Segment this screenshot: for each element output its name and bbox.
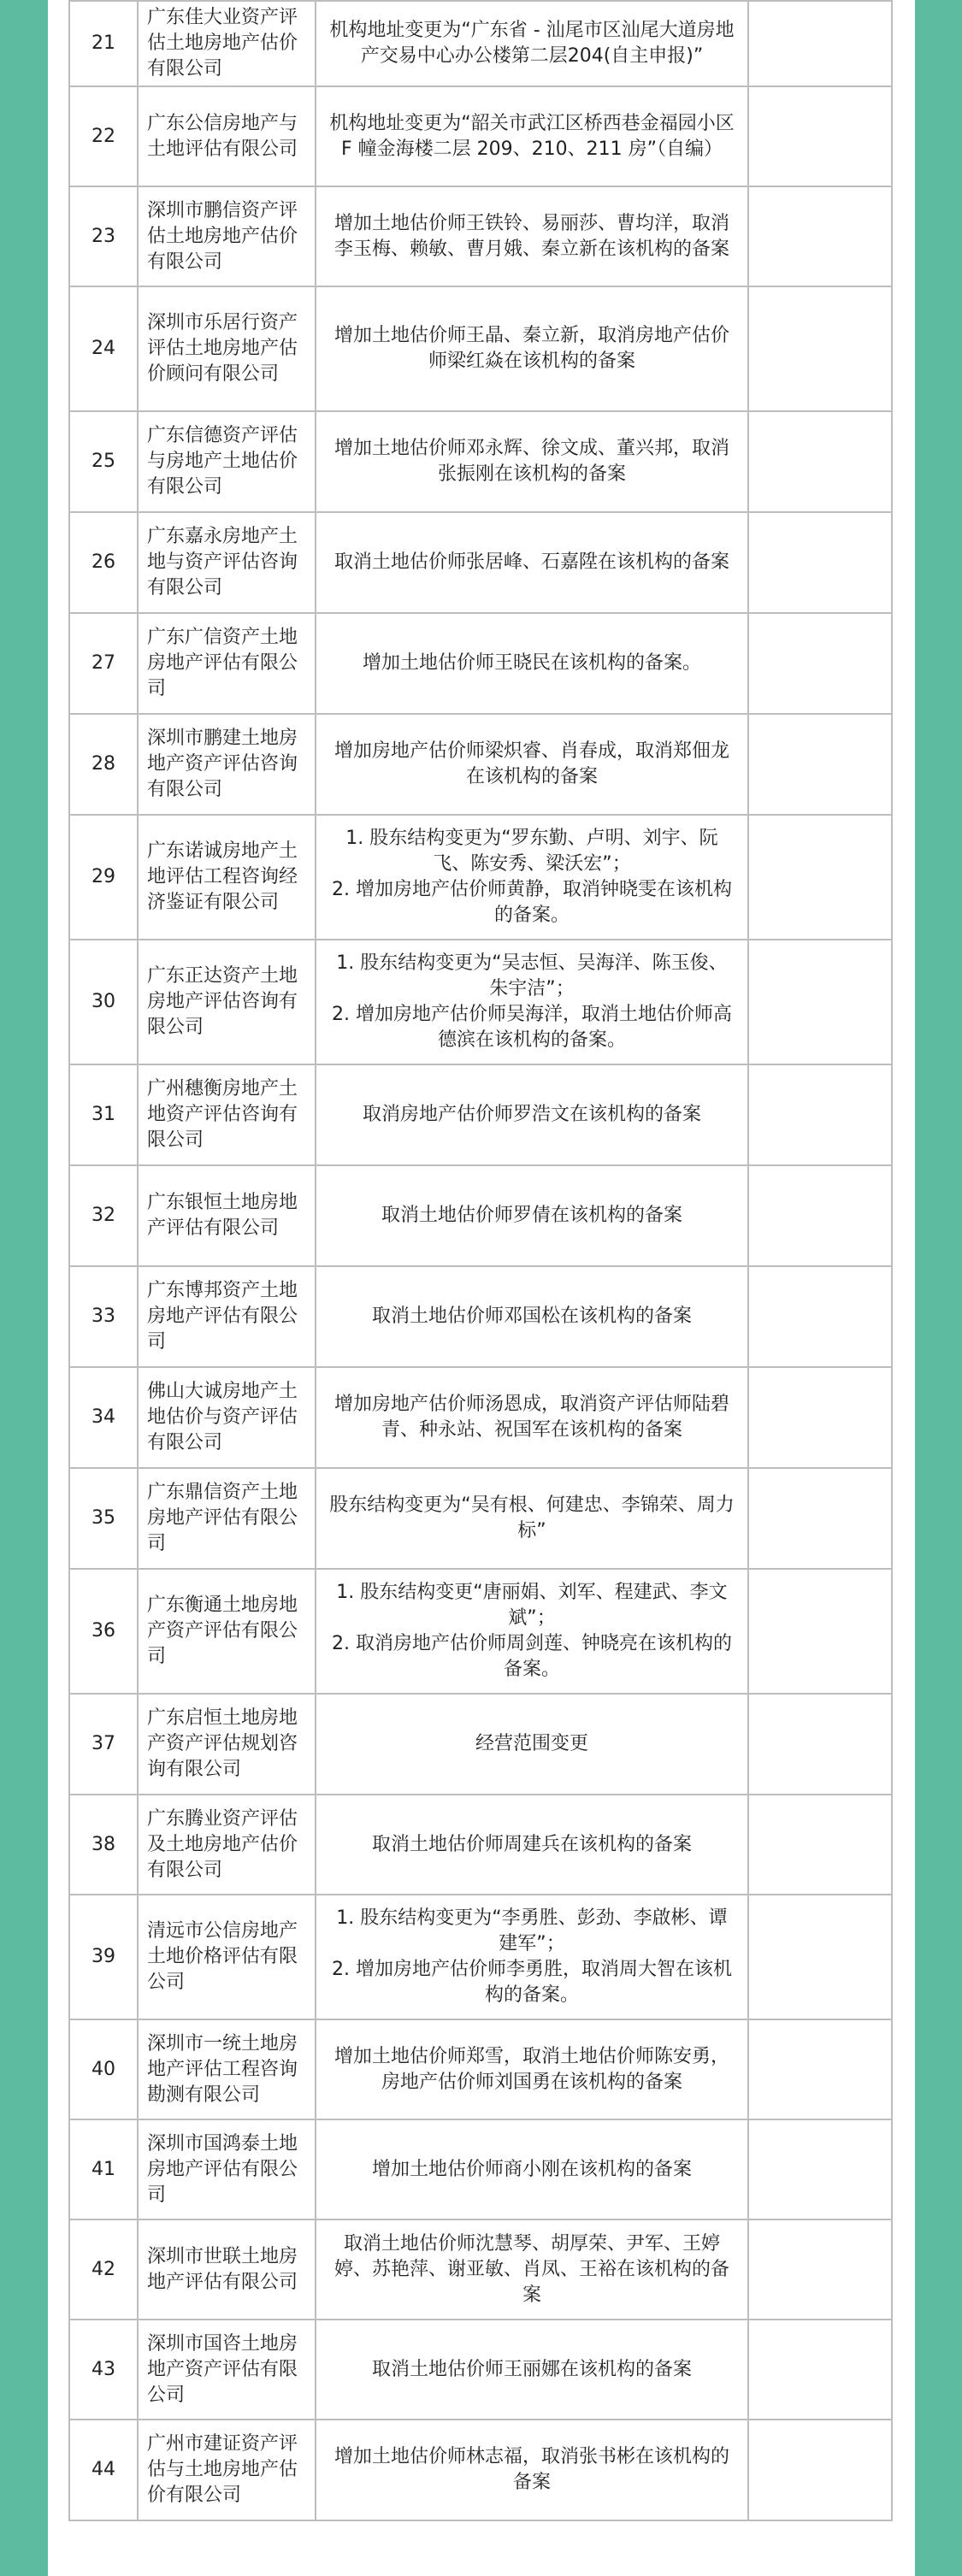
remark-cell — [748, 1266, 892, 1367]
row-number: 39 — [69, 1895, 138, 2019]
remark-cell — [748, 1895, 892, 2019]
row-number: 29 — [69, 815, 138, 940]
change-content: 增加房地产估价师汤恩成，取消资产评估师陆碧青、种永站、祝国军在该机构的备案 — [316, 1367, 748, 1468]
row-number: 32 — [69, 1165, 138, 1266]
row-number: 33 — [69, 1266, 138, 1367]
remark-cell — [748, 1064, 892, 1165]
agency-name: 广东嘉永房地产土地与资产评估咨询有限公司 — [138, 512, 316, 613]
agency-name: 清远市公信房地产土地价格评估有限公司 — [138, 1895, 316, 2019]
remark-cell — [748, 2019, 892, 2119]
agency-name: 深圳市鹏信资产评估土地房地产估价有限公司 — [138, 186, 316, 286]
agency-name: 广东佳大业资产评估土地房地产估价有限公司 — [138, 1, 316, 86]
row-number: 28 — [69, 714, 138, 815]
remark-cell — [748, 2119, 892, 2219]
change-content: 取消土地估价师邓国松在该机构的备案 — [316, 1266, 748, 1367]
agency-name: 广东信德资产评估与房地产土地估价有限公司 — [138, 411, 316, 512]
remark-cell — [748, 1165, 892, 1266]
change-content: 增加房地产估价师梁炽睿、肖春成，取消郑佃龙在该机构的备案 — [316, 714, 748, 815]
remark-cell — [748, 815, 892, 940]
change-content: 取消土地估价师张居峰、石嘉陞在该机构的备案 — [316, 512, 748, 613]
row-number: 27 — [69, 613, 138, 714]
table-row — [69, 1266, 892, 1367]
table-row — [69, 1694, 892, 1795]
row-number: 38 — [69, 1795, 138, 1895]
change-content: 取消土地估价师周建兵在该机构的备案 — [316, 1795, 748, 1895]
change-content: 1. 股东结构变更“唐丽娟、刘军、程建武、李文斌”； 2. 取消房地产估价师周剑莲、钟晓亮在该机构的备案。 — [316, 1569, 748, 1694]
remark-cell — [748, 2219, 892, 2320]
agency-name: 深圳市鹏建土地房地产资产评估咨询有限公司 — [138, 714, 316, 815]
row-number: 36 — [69, 1569, 138, 1694]
table-body — [69, 1, 892, 2520]
agency-name: 广东正达资产土地房地产评估咨询有限公司 — [138, 940, 316, 1064]
change-content: 取消房地产估价师罗浩文在该机构的备案 — [316, 1064, 748, 1165]
change-content: 取消土地估价师罗倩在该机构的备案 — [316, 1165, 748, 1266]
change-content: 取消土地估价师沈慧琴、胡厚荣、尹军、王婷婷、苏艳萍、谢亚敏、肖凤、王裕在该机构的备案 — [316, 2219, 748, 2320]
agency-name: 广东衡通土地房地产资产评估有限公司 — [138, 1569, 316, 1694]
remark-cell — [748, 613, 892, 714]
document-page — [48, 0, 915, 2576]
agency-name: 广东鼎信资产土地房地产评估有限公司 — [138, 1468, 316, 1569]
row-number: 42 — [69, 2219, 138, 2320]
table-row — [69, 714, 892, 815]
table-row — [69, 186, 892, 286]
change-content: 1. 股东结构变更为“李勇胜、彭劲、李啟彬、谭建军”； 2. 增加房地产估价师李勇胜，取消周大智在该机构的备案。 — [316, 1895, 748, 2019]
table-row — [69, 1064, 892, 1165]
row-number: 25 — [69, 411, 138, 512]
remark-cell — [748, 2420, 892, 2520]
row-number: 26 — [69, 512, 138, 613]
change-content: 增加土地估价师王晓民在该机构的备案。 — [316, 613, 748, 714]
table-row — [69, 1895, 892, 2019]
filing-change-table — [68, 0, 893, 2521]
change-content: 1. 股东结构变更为“吴志恒、吴海洋、陈玉俊、朱宇洁”； 2. 增加房地产估价师吴海洋，取消土地估价师高德滨在该机构的备案。 — [316, 940, 748, 1064]
agency-name: 广东诺诚房地产土地评估工程咨询经济鉴证有限公司 — [138, 815, 316, 940]
remark-cell — [748, 286, 892, 411]
row-number: 44 — [69, 2420, 138, 2520]
table-row — [69, 286, 892, 411]
table-row — [69, 940, 892, 1064]
change-content: 增加土地估价师邓永辉、徐文成、董兴邦，取消张振刚在该机构的备案 — [316, 411, 748, 512]
row-number: 43 — [69, 2320, 138, 2420]
remark-cell — [748, 1795, 892, 1895]
row-number: 30 — [69, 940, 138, 1064]
agency-name: 深圳市世联土地房地产评估有限公司 — [138, 2219, 316, 2320]
change-content: 增加土地估价师王晶、秦立新，取消房地产估价师梁红焱在该机构的备案 — [316, 286, 748, 411]
table-row — [69, 2320, 892, 2420]
agency-name: 广州穗衡房地产土地资产评估咨询有限公司 — [138, 1064, 316, 1165]
remark-cell — [748, 1694, 892, 1795]
change-content: 股东结构变更为“吴有根、何建忠、李锦荣、周力标” — [316, 1468, 748, 1569]
table-row — [69, 1468, 892, 1569]
change-content: 增加土地估价师王铁铃、易丽莎、曹均洋，取消李玉梅、赖敏、曹月娥、秦立新在该机构的备案 — [316, 186, 748, 286]
remark-cell — [748, 86, 892, 186]
table-row — [69, 613, 892, 714]
table-row — [69, 2019, 892, 2119]
remark-cell — [748, 940, 892, 1064]
row-number: 31 — [69, 1064, 138, 1165]
table-row — [69, 2219, 892, 2320]
table-row — [69, 1165, 892, 1266]
change-content: 经营范围变更 — [316, 1694, 748, 1795]
remark-cell — [748, 2320, 892, 2420]
agency-name: 广东腾业资产评估及土地房地产估价有限公司 — [138, 1795, 316, 1895]
table-row — [69, 1569, 892, 1694]
table-row — [69, 1367, 892, 1468]
remark-cell — [748, 1468, 892, 1569]
change-content: 增加土地估价师郑雪，取消土地估价师陈安勇，房地产估价师刘国勇在该机构的备案 — [316, 2019, 748, 2119]
change-content: 取消土地估价师王丽娜在该机构的备案 — [316, 2320, 748, 2420]
remark-cell — [748, 1, 892, 86]
row-number: 21 — [69, 1, 138, 86]
row-number: 34 — [69, 1367, 138, 1468]
table-row — [69, 2119, 892, 2219]
change-content: 增加土地估价师商小刚在该机构的备案 — [316, 2119, 748, 2219]
agency-name: 广东博邦资产土地房地产评估有限公司 — [138, 1266, 316, 1367]
agency-name: 广州市建证资产评估与土地房地产估价有限公司 — [138, 2420, 316, 2520]
table-row — [69, 512, 892, 613]
agency-name: 广东启恒土地房地产资产评估规划咨询有限公司 — [138, 1694, 316, 1795]
change-content: 机构地址变更为“韶关市武江区桥西巷金福园小区 F 幢金海楼二层 209、210、211 房”（自编） — [316, 86, 748, 186]
agency-name: 广东广信资产土地房地产评估有限公司 — [138, 613, 316, 714]
remark-cell — [748, 411, 892, 512]
agency-name: 深圳市一统土地房地产评估工程咨询勘测有限公司 — [138, 2019, 316, 2119]
row-number: 22 — [69, 86, 138, 186]
table-row — [69, 815, 892, 940]
table-row — [69, 411, 892, 512]
change-content: 1. 股东结构变更为“罗东勤、卢明、刘宇、阮飞、陈安秀、梁沃宏”； 2. 增加房地产估价师黄静，取消钟晓雯在该机构的备案。 — [316, 815, 748, 940]
agency-name: 深圳市国鸿泰土地房地产评估有限公司 — [138, 2119, 316, 2219]
remark-cell — [748, 1367, 892, 1468]
agency-name: 深圳市国咨土地房地产资产评估有限公司 — [138, 2320, 316, 2420]
row-number: 23 — [69, 186, 138, 286]
row-number: 40 — [69, 2019, 138, 2119]
change-content: 机构地址变更为“广东省 - 汕尾市区汕尾大道房地产交易中心办公楼第二层204(自主申报)” — [316, 1, 748, 86]
row-number: 24 — [69, 286, 138, 411]
row-number: 35 — [69, 1468, 138, 1569]
table-row — [69, 1795, 892, 1895]
table-row — [69, 2420, 892, 2520]
agency-name: 佛山大诚房地产土地估价与资产评估有限公司 — [138, 1367, 316, 1468]
remark-cell — [748, 1569, 892, 1694]
row-number: 41 — [69, 2119, 138, 2219]
table-row — [69, 86, 892, 186]
agency-name: 广东公信房地产与土地评估有限公司 — [138, 86, 316, 186]
remark-cell — [748, 186, 892, 286]
agency-name: 深圳市乐居行资产评估土地房地产估价顾问有限公司 — [138, 286, 316, 411]
table-row — [69, 1, 892, 86]
row-number: 37 — [69, 1694, 138, 1795]
remark-cell — [748, 714, 892, 815]
agency-name: 广东银恒土地房地产评估有限公司 — [138, 1165, 316, 1266]
change-content: 增加土地估价师林志福，取消张书彬在该机构的备案 — [316, 2420, 748, 2520]
remark-cell — [748, 512, 892, 613]
